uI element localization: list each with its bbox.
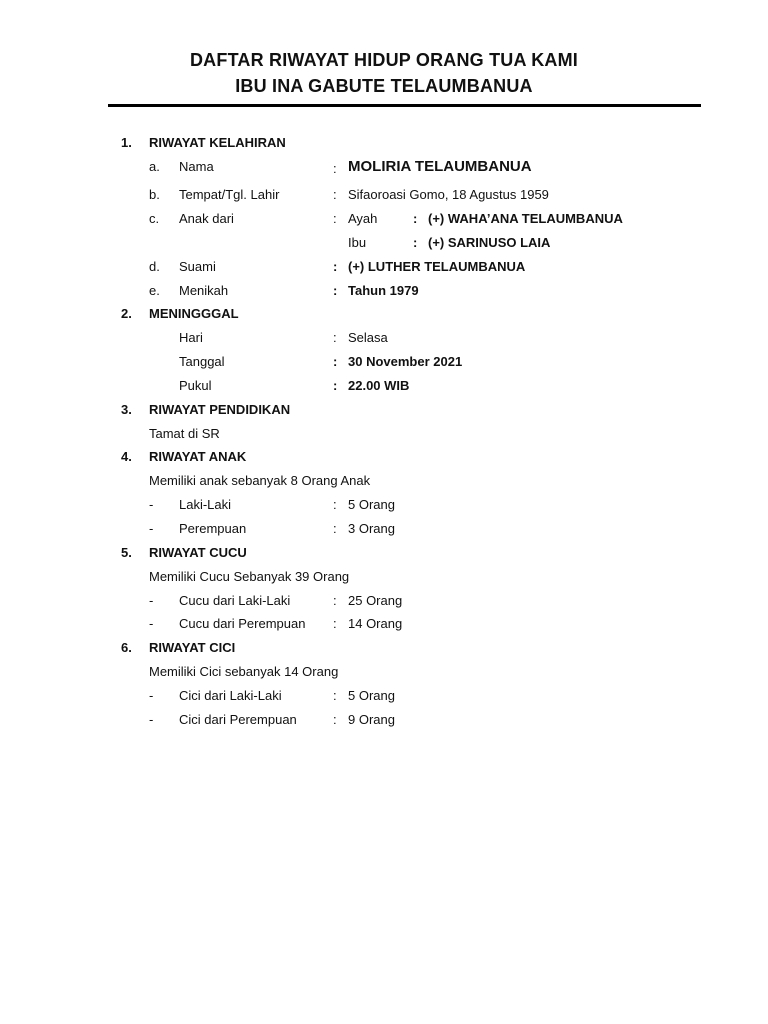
nama-colon: : xyxy=(333,161,337,176)
pukul-value: 22.00 WIB xyxy=(348,378,410,393)
section-1-number: 1. xyxy=(121,135,132,150)
great-grandchildren-item-dash: - xyxy=(149,712,154,727)
section-1-heading: RIWAYAT KELAHIRAN xyxy=(149,135,286,150)
ayah-label: Ayah xyxy=(348,211,378,226)
tempat-letter: b. xyxy=(149,187,160,202)
great-grandchildren-item-value: 9 Orang xyxy=(348,712,395,727)
pukul-label: Pukul xyxy=(179,378,212,393)
menikah-value: Tahun 1979 xyxy=(348,283,419,298)
tempat-label: Tempat/Tgl. Lahir xyxy=(179,187,280,202)
grandchildren-item-dash: - xyxy=(149,593,154,608)
tempat-colon: : xyxy=(333,187,337,202)
suami-label: Suami xyxy=(179,259,216,274)
ayah-value: (+) WAHA’ANA TELAUMBANUA xyxy=(428,211,623,226)
education-text: Tamat di SR xyxy=(149,426,220,441)
grandchildren-summary: Memiliki Cucu Sebanyak 39 Orang xyxy=(149,569,350,584)
ibu-value: (+) SARINUSO LAIA xyxy=(428,235,551,250)
section-5-number: 5. xyxy=(121,545,132,560)
grandchildren-item-label: Cucu dari Laki-Laki xyxy=(179,593,291,608)
pukul-colon: : xyxy=(333,378,338,393)
section-3-number: 3. xyxy=(121,402,132,417)
children-item-dash: - xyxy=(149,497,154,512)
menikah-label: Menikah xyxy=(179,283,229,298)
section-2-number: 2. xyxy=(121,306,132,321)
children-item-dash: - xyxy=(149,521,154,536)
anak-dari-letter: c. xyxy=(149,211,160,226)
nama-value: MOLIRIA TELAUMBANUA xyxy=(348,158,532,175)
great-grandchildren-item-label: Cici dari Laki-Laki xyxy=(179,688,282,703)
ayah-colon: : xyxy=(413,211,418,226)
grandchildren-item-colon: : xyxy=(333,616,337,631)
children-item-colon: : xyxy=(333,497,337,512)
tanggal-colon: : xyxy=(333,354,338,369)
section-6-heading: RIWAYAT CICI xyxy=(149,640,236,655)
section-3-heading: RIWAYAT PENDIDIKAN xyxy=(149,402,291,417)
section-6-number: 6. xyxy=(121,640,132,655)
section-4-heading: RIWAYAT ANAK xyxy=(149,449,247,464)
nama-letter: a. xyxy=(149,159,160,174)
section-4-number: 4. xyxy=(121,449,132,464)
tanggal-value: 30 November 2021 xyxy=(348,354,463,369)
anak-dari-label: Anak dari xyxy=(179,211,234,226)
grandchildren-item-value: 14 Orang xyxy=(348,616,403,631)
section-2-heading: MENINGGGAL xyxy=(149,306,239,321)
children-item-value: 5 Orang xyxy=(348,497,395,512)
great-grandchildren-summary: Memiliki Cici sebanyak 14 Orang xyxy=(149,664,339,679)
tanggal-label: Tanggal xyxy=(179,354,225,369)
great-grandchildren-item-colon: : xyxy=(333,712,337,727)
children-item-label: Laki-Laki xyxy=(179,497,232,512)
grandchildren-item-dash: - xyxy=(149,616,154,631)
menikah-colon: : xyxy=(333,283,338,298)
suami-letter: d. xyxy=(149,259,160,274)
great-grandchildren-item-value: 5 Orang xyxy=(348,688,395,703)
title-underline xyxy=(108,104,701,107)
hari-value: Selasa xyxy=(348,330,388,345)
grandchildren-item-value: 25 Orang xyxy=(348,593,403,608)
grandchildren-item-label: Cucu dari Perempuan xyxy=(179,616,306,631)
hari-label: Hari xyxy=(179,330,203,345)
tempat-value: Sifaoroasi Gomo, 18 Agustus 1959 xyxy=(348,187,549,202)
hari-colon: : xyxy=(333,330,337,345)
children-item-value: 3 Orang xyxy=(348,521,395,536)
suami-colon: : xyxy=(333,259,338,274)
section-5-heading: RIWAYAT CUCU xyxy=(149,545,247,560)
great-grandchildren-item-colon: : xyxy=(333,688,337,703)
ibu-colon: : xyxy=(413,235,418,250)
nama-label: Nama xyxy=(179,159,214,174)
document-title-line-2: IBU INA GABUTE TELAUMBANUA xyxy=(235,76,533,96)
suami-value: (+) LUTHER TELAUMBANUA xyxy=(348,259,526,274)
great-grandchildren-item-label: Cici dari Perempuan xyxy=(179,712,297,727)
children-summary: Memiliki anak sebanyak 8 Orang Anak xyxy=(149,473,371,488)
great-grandchildren-item-dash: - xyxy=(149,688,154,703)
children-item-label: Perempuan xyxy=(179,521,247,536)
grandchildren-item-colon: : xyxy=(333,593,337,608)
children-item-colon: : xyxy=(333,521,337,536)
ibu-label: Ibu xyxy=(348,235,367,250)
menikah-letter: e. xyxy=(149,283,160,298)
anak-dari-colon: : xyxy=(333,211,337,226)
document-title-line-1: DAFTAR RIWAYAT HIDUP ORANG TUA KAMI xyxy=(189,50,578,70)
